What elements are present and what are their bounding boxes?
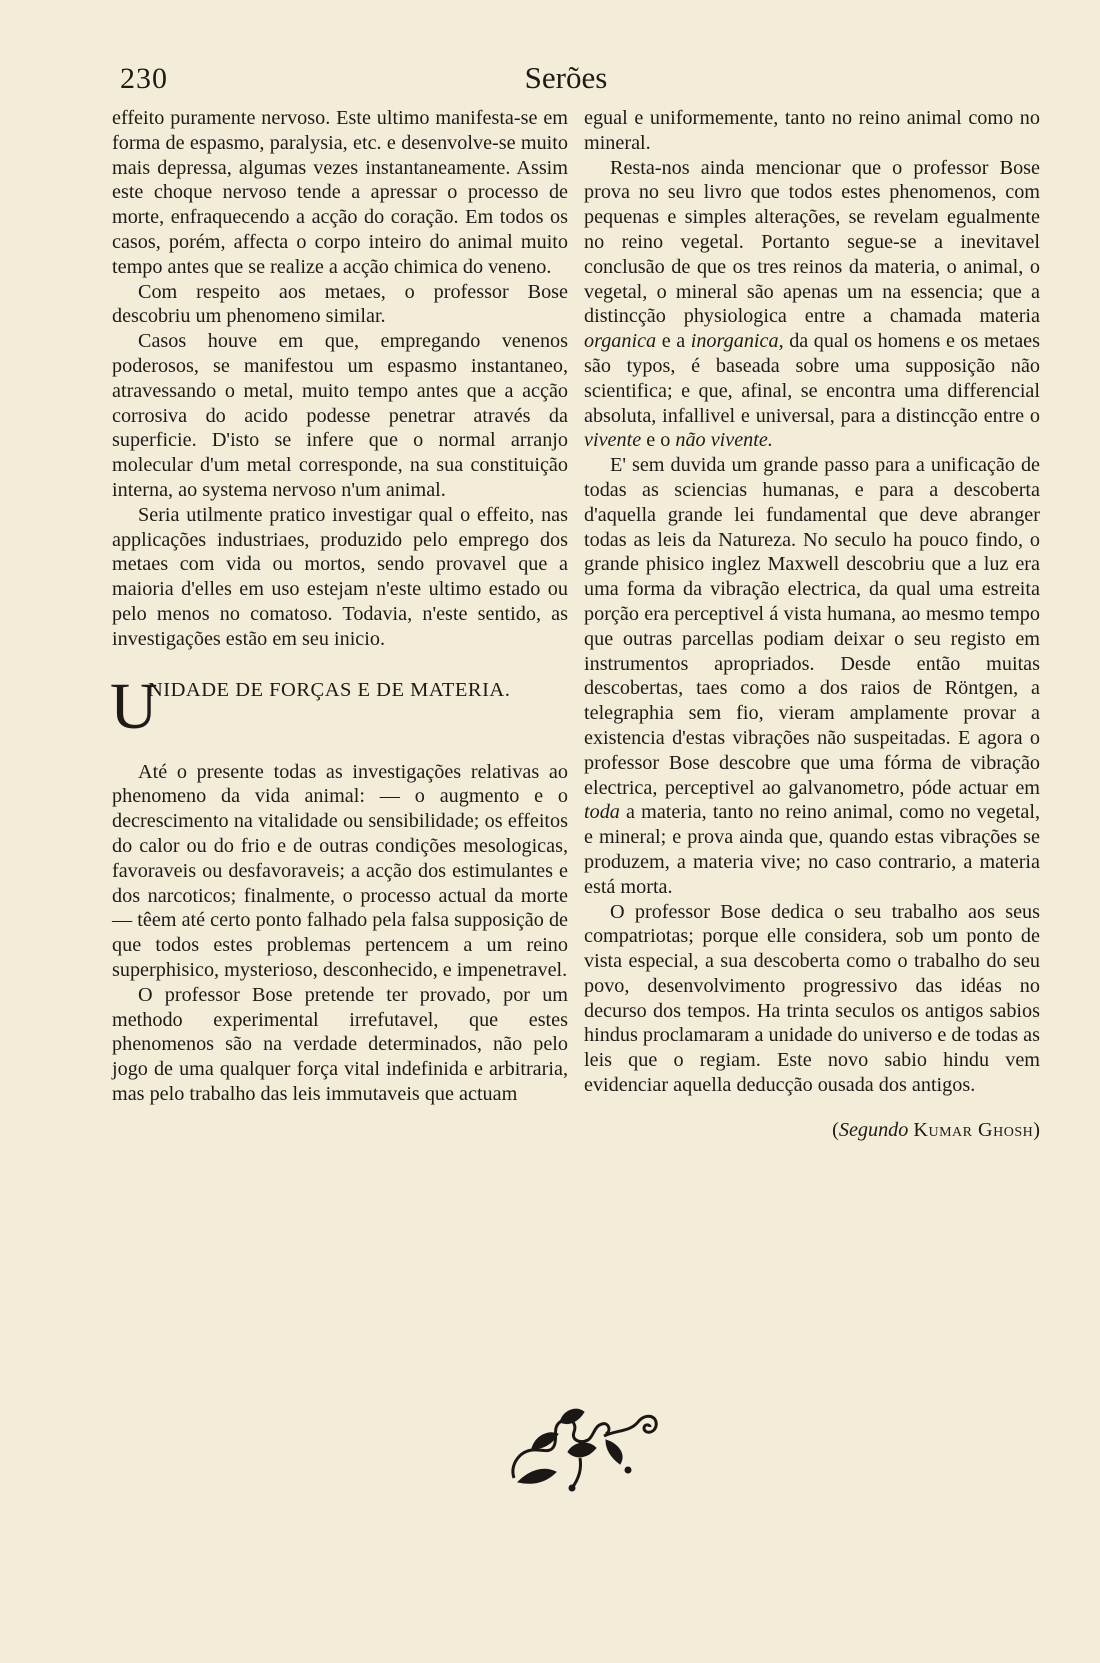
paragraph: Casos houve em que, empregando venenos poderosos, se manifestou um espasmo instantaneo, atravessando o metal, muito tempo antes que a acção corrosiva do acido podesse penetrar através da superficie. D'isto se infere que o normal arranjo molecular d'um metal corresponde, na sua constituição interna, ao systema nervoso n'um animal. [112, 330, 568, 501]
paragraph: Seria utilmente pratico investigar qual o effeito, nas applicações industriaes, produzido pelo emprego dos metaes com vida ou mortos, sendo provavel que a maioria d'elles em uso estejam n'este ultimo estado ou pelo menos no comatoso. Todavia, n'este sentido, as investigações estão em seu inicio. [112, 503, 568, 650]
text-run: da qual os homens e os metaes são typos, é baseada sobre uma supposição não scientifica; e que, afinal, se encontra uma differencial absoluta, infallivel e universal, para a distincção entre o [584, 330, 1040, 427]
text-run: e a [656, 330, 691, 353]
signature [584, 1118, 1040, 1143]
text-run: e o [641, 429, 676, 452]
signature-paren: ) [1033, 1118, 1040, 1141]
signature-paren: ( [832, 1118, 839, 1141]
author-name: Kumar Ghosh [913, 1118, 1034, 1141]
emphasis: inorganica, [690, 330, 784, 353]
text-run: Resta-nos ainda mencionar que o professor Bose prova no seu livro que todos estes phenomenos, com pequenas e simples alterações, se revelam egualmente no reino vegetal. Portanto segue-se a inevitavel conclusão de que os tres reinos da materia, o animal, o vegetal, o mineral são apenas um na essencia; que a distincção physiologica entre a chamada materia [584, 156, 1040, 328]
signature-prefix: Segundo [838, 1118, 909, 1141]
paragraph [584, 156, 1040, 454]
text-run: E' sem duvida um grande passo para a unificação de todas as sciencias humanas, e para a descoberta d'aquella grande lei fundamental que deve abranger todas as leis da Natureza. No seculo ha pouco findo, o grande phisico inglez Maxwell descobriu que a luz era uma forma da vibração electrica, da qual uma estreita porção era perceptivel á vista humana, ao mesmo tempo que outras parcellas podiam deixar o seu registo em instrumentos apropriados. Desde então muitas descobertas, taes como a dos raios de Röntgen, a telegraphia sem fio, vieram amplamente provar a existencia d'estas vibrações não suspeitadas. E agora o professor Bose descobre que uma fórma de vibração electrica, perceptivel ao galvanometro, póde actuar em [584, 454, 1040, 799]
drop-cap: U [110, 669, 158, 743]
paragraph: Com respeito aos metaes, o professor Bose descobriu um phenomeno similar. [112, 280, 568, 328]
paragraph: Até o presente todas as investigações relativas ao phenomeno da vida animal: — o augmento e o decrescimento na vitalidade ou sensibilidade; os effeitos do calor ou do frio e de outras condições mesologicas, favoraveis ou desfavoraveis; a acção dos estimulantes e dos narcoticos; finalmente, o processo actual da morte — têem até certo ponto falhado pela falsa supposição de que todos estes problemas pertencem a um reino superphisico, mysterioso, desconhecido, e impenetravel. [112, 760, 568, 981]
right-column [584, 106, 1040, 1143]
paragraph: O professor Bose dedica o seu trabalho aos seus compatriotas; porque elle considera, sob um ponto de vista especial, a sua descoberta como o trabalho do seu povo, desenvolvimento progressivo das idéas no decurso dos tempos. Ha trinta seculos os antigos sabios hindus proclamaram a unidade do universo e de todas as leis que o regiam. Este novo sabio hindu vem evidenciar aquella deducção ousada dos antigos. [584, 900, 1040, 1097]
paragraph [584, 453, 1040, 899]
floral-fleuron-icon [508, 1400, 660, 1492]
page-header [112, 56, 1020, 106]
running-title: Serões [524, 60, 608, 95]
section-heading-text: NIDADE DE FORÇAS E DE MATERIA. [148, 678, 511, 701]
emphasis: toda [584, 801, 620, 824]
emphasis: vivente [584, 429, 642, 452]
paragraph: effeito puramente nervoso. Este ultimo manifesta-se em forma de espasmo, paralysia, etc. e desenvolve-se muito mais depressa, algumas vezes instantaneamente. Assim este choque nervoso tende a apressar o processo de morte, enfraquecendo a acção do coração. Em todos os casos, porém, affecta o corpo inteiro do animal muito tempo antes que se realize a acção chimica do veneno. [112, 107, 568, 278]
paragraph: O professor Bose pretende ter provado, por um methodo experimental irrefutavel, que estes phenomenos são na verdade determinados, não pelo jogo de uma qualquer força vital indefinida e arbitraria, mas pelo trabalho das leis immutaveis que actuam [112, 983, 568, 1105]
emphasis: não vivente. [675, 429, 773, 452]
section-heading [110, 669, 568, 743]
text-run: a materia, tanto no reino animal, como no vegetal, e mineral; e prova ainda que, quando estas vibrações se produzem, a materia vive; no caso contrario, a materia está morta. [584, 801, 1040, 898]
paragraph: egual e uniformemente, tanto no reino animal como no mineral. [584, 107, 1040, 154]
page-number: 230 [120, 62, 168, 95]
emphasis: organica [584, 330, 657, 353]
left-column [112, 106, 568, 1107]
